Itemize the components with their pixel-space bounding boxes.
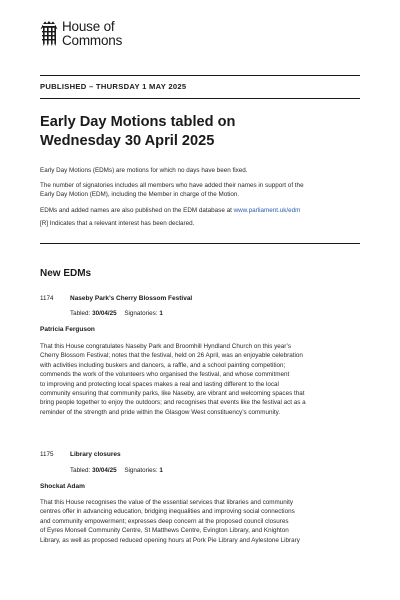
motion-line: Library, as well as proposed reduced opening hours at Pork Pie Library and Aylestone Library <box>40 536 300 544</box>
edm-number: 1174 <box>40 295 54 302</box>
motion-line: with activities including buskers and dancers, a raffle, and a school painting competition; <box>40 361 286 369</box>
intro-paragraph-3 <box>40 206 360 215</box>
section-heading: New EDMs <box>40 268 92 279</box>
logo-line-1: House of <box>62 19 115 34</box>
motion-line: of Eyres Monsell Community Centre, St Matthews Centre, Evington Library, and Knighton <box>40 527 289 535</box>
motion-line: That this House congratulates Naseby Park and Broomhill Hyndland Church on this year’s <box>40 343 292 350</box>
published-date: PUBLISHED – THURSDAY 1 MAY 2025 <box>40 82 187 91</box>
intro-paragraph-4: [R] Indicates that a relevant interest has been declared. <box>40 220 195 227</box>
motion-line: to improving and protecting local spaces makes a real and lasting different to the local <box>40 380 279 388</box>
edm-meta <box>70 310 163 317</box>
edm-sponsor: Shockat Adam <box>40 483 85 490</box>
tabled-label: Tabled: <box>70 310 91 317</box>
motion-line: and community empowerment; expresses deep concern at the proposed council closures <box>40 517 289 525</box>
intro-paragraph-1: Early Day Motions (EDMs) are motions for which no days have been fixed. <box>40 167 248 174</box>
logo-wordmark <box>62 20 122 47</box>
title-line-1: Early Day Motions tabled on <box>40 114 236 130</box>
edm-number: 1175 <box>40 451 54 458</box>
edm-motion-text <box>40 498 362 545</box>
tabled-value: 30/04/25 <box>92 467 117 474</box>
logo-line-2: Commons <box>62 32 123 48</box>
signatories-label: Signatories: <box>124 310 158 317</box>
signatories-label: Signatories: <box>124 467 158 474</box>
motion-line: centres offer in advancing education, bridging inequalities and improving social connections <box>40 508 295 516</box>
house-of-commons-logo <box>40 20 122 47</box>
intro-paragraph-2-line-2: Early Day Motion (EDM), including the Member in charge of the Motion. <box>40 191 240 198</box>
title-line-2: Wednesday 30 April 2025 <box>40 133 215 149</box>
published-rule <box>40 98 360 99</box>
edm-title: Naseby Park’s Cherry Blossom Festival <box>70 295 193 302</box>
motion-line: Cherry Blossom Festival; notes that the festival, held on 26 April, was an enjoyable celebration <box>40 352 303 360</box>
signatories-value: 1 <box>159 467 163 474</box>
motion-line: That this House recognises the value of the essential services that libraries and community <box>40 499 294 506</box>
edm-meta <box>70 467 163 474</box>
motion-line: community ensuring that community parks, like Naseby, are vibrant and welcoming spaces that <box>40 390 305 398</box>
tabled-label: Tabled: <box>70 467 91 474</box>
edm-title: Library closures <box>70 451 121 458</box>
motion-line: reminder of the strength and pride within the Glasgow West constituency’s community. <box>40 408 281 416</box>
intro-paragraph-2-line-1: The number of signatories includes all members who have added their names in support of the <box>40 182 304 189</box>
header-rule <box>40 75 360 76</box>
portcullis-icon <box>40 21 58 47</box>
signatories-value: 1 <box>159 310 163 317</box>
motion-line: commends the work of the volunteers who organised the festival, and whose commitment <box>40 371 290 379</box>
edm-database-link[interactable]: www.parliament.uk/edm <box>233 207 301 214</box>
edm-sponsor: Patricia Ferguson <box>40 326 95 333</box>
page-title <box>40 113 360 151</box>
intro-paragraph-3-text: EDMs and added names are also published on the EDM database at <box>40 207 234 214</box>
tabled-value: 30/04/25 <box>92 310 117 317</box>
intro-paragraph-2 <box>40 181 360 199</box>
intro-rule <box>40 243 360 244</box>
edm-motion-text <box>40 342 362 417</box>
motion-line: bring people together to enjoy the outdoors; and recognises that events like the festival act as a <box>40 399 306 407</box>
